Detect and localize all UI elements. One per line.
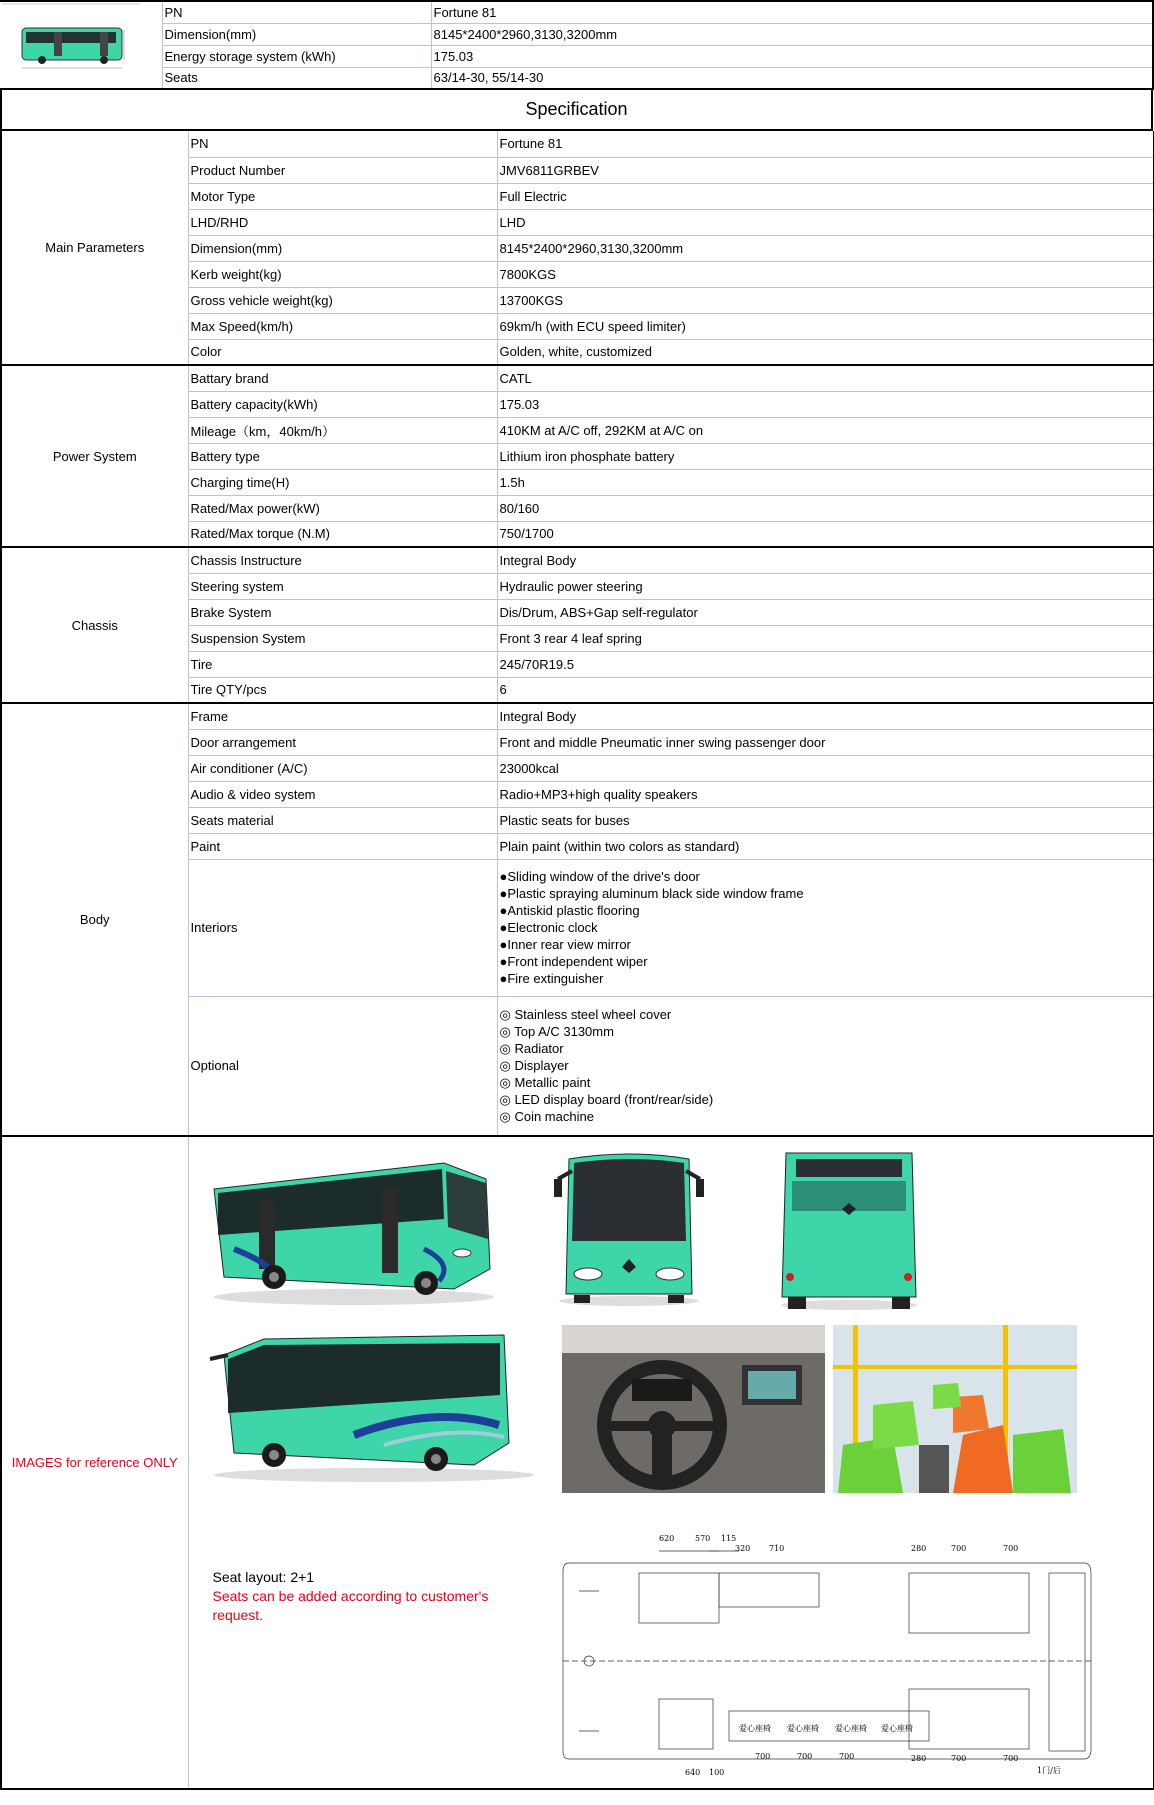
header-bus-thumbnail <box>0 1 162 89</box>
main-kerb-weight-value: 7800KGS <box>497 261 1154 287</box>
drawing-dim-700a: 700 <box>950 1544 966 1553</box>
images-table <box>0 1137 1154 1790</box>
group-main-parameters: Main Parameters <box>1 131 188 365</box>
group-chassis: Chassis <box>1 547 188 703</box>
drawing-priority-seat-label: 爱心座椅 <box>786 1724 819 1733</box>
header-seats-label: Seats <box>162 67 431 89</box>
bus-side-quarter-image <box>204 1325 544 1485</box>
main-color-label: Color <box>188 339 497 365</box>
main-pn-label: PN <box>188 131 497 157</box>
images-panel <box>188 1137 1154 1789</box>
power-battery-brand-label: Battary brand <box>188 365 497 391</box>
bus-rear-image <box>774 1147 924 1312</box>
drawing-dim-100: 100 <box>708 1768 724 1777</box>
drawing-dim-620: 620 <box>658 1534 674 1543</box>
power-battery-brand-value: CATL <box>497 365 1154 391</box>
drawing-priority-seat-label: 爱心座椅 <box>880 1724 913 1733</box>
seat-layout-title: Seat layout: 2+1 <box>212 1569 315 1585</box>
bus-side-thumbnail-icon <box>0 2 160 88</box>
power-charging-time-value: 1.5h <box>497 469 1154 495</box>
chassis-instructure-value: Integral Body <box>497 547 1154 573</box>
body-audio-label: Audio & video system <box>188 781 497 807</box>
images-reference-label: IMAGES for reference ONLY <box>1 1137 188 1789</box>
dashboard-image <box>562 1325 825 1493</box>
main-gross-weight-value: 13700KGS <box>497 287 1154 313</box>
body-optional-label: Optional <box>188 996 497 1136</box>
interiors-item: ●Front independent wiper <box>499 954 648 969</box>
main-gross-weight-label: Gross vehicle weight(kg) <box>188 287 497 313</box>
group-power-system: Power System <box>1 365 188 547</box>
body-paint-label: Paint <box>188 833 497 859</box>
power-rated-torque-value: 750/1700 <box>497 521 1154 547</box>
header-table <box>0 0 1154 90</box>
drawing-door-label: 1门/后 <box>1036 1766 1061 1775</box>
chassis-steering-value: Hydraulic power steering <box>497 573 1154 599</box>
power-battery-capacity-label: Battery capacity(kWh) <box>188 391 497 417</box>
power-battery-type-label: Battery type <box>188 443 497 469</box>
power-battery-type-value: Lithium iron phosphate battery <box>497 443 1154 469</box>
main-dimension-value: 8145*2400*2960,3130,3200mm <box>497 235 1154 261</box>
drawing-dim-115: 115 <box>720 1534 736 1543</box>
body-ac-value: 23000kcal <box>497 755 1154 781</box>
specification-title: Specification <box>1 90 1152 130</box>
power-battery-capacity-value: 175.03 <box>497 391 1154 417</box>
body-seats-material-label: Seats material <box>188 807 497 833</box>
main-lhd-rhd-value: LHD <box>497 209 1154 235</box>
interiors-item: ●Plastic spraying aluminum black side window frame <box>499 886 804 901</box>
body-interiors-list <box>497 859 1154 996</box>
body-door-label: Door arrangement <box>188 729 497 755</box>
drawing-dim-570: 570 <box>694 1534 710 1543</box>
seat-layout-note <box>213 1568 503 1625</box>
drawing-priority-seat-label: 爱心座椅 <box>738 1724 771 1733</box>
body-door-value: Front and middle Pneumatic inner swing passenger door <box>497 729 1154 755</box>
seat-layout-drawing <box>559 1521 1094 1781</box>
body-frame-label: Frame <box>188 703 497 729</box>
interiors-item: ●Fire extinguisher <box>499 971 604 986</box>
header-pn-label: PN <box>162 1 431 23</box>
optional-item: ◎ Radiator <box>499 1041 564 1057</box>
power-rated-torque-label: Rated/Max torque (N.M) <box>188 521 497 547</box>
optional-item: ◎ LED display board (front/rear/side) <box>499 1092 714 1108</box>
drawing-dim-700g: 700 <box>1002 1754 1018 1763</box>
body-interiors-label: Interiors <box>188 859 497 996</box>
interiors-item: ●Sliding window of the drive's door <box>499 869 700 884</box>
optional-item: ◎ Displayer <box>499 1058 569 1074</box>
main-motor-type-label: Motor Type <box>188 183 497 209</box>
header-energy-label: Energy storage system (kWh) <box>162 45 431 67</box>
seat-layout-remark: Seats can be added according to customer's request. <box>212 1588 489 1623</box>
power-mileage-value: 410KM at A/C off, 292KM at A/C on <box>497 417 1154 443</box>
spec-table <box>0 131 1154 1137</box>
header-pn-value: Fortune 81 <box>431 1 1153 23</box>
chassis-instructure-label: Chassis Instructure <box>188 547 497 573</box>
drawing-dim-700e: 700 <box>838 1752 854 1761</box>
chassis-tire-label: Tire <box>188 651 497 677</box>
body-frame-value: Integral Body <box>497 703 1154 729</box>
drawing-dim-710: 710 <box>768 1544 784 1553</box>
body-audio-value: Radio+MP3+high quality speakers <box>497 781 1154 807</box>
main-color-value: Golden, white, customized <box>497 339 1154 365</box>
chassis-tire-value: 245/70R19.5 <box>497 651 1154 677</box>
body-ac-label: Air conditioner (A/C) <box>188 755 497 781</box>
optional-item: ◎ Stainless steel wheel cover <box>499 1007 672 1023</box>
body-paint-value: Plain paint (within two colors as standard) <box>497 833 1154 859</box>
group-body: Body <box>1 703 188 1136</box>
main-product-number-label: Product Number <box>188 157 497 183</box>
chassis-tire-qty-value: 6 <box>497 677 1154 703</box>
power-mileage-label: Mileage（km，40km/h） <box>188 417 497 443</box>
chassis-tire-qty-label: Tire QTY/pcs <box>188 677 497 703</box>
optional-item: ◎ Coin machine <box>499 1109 594 1125</box>
drawing-priority-seat-label: 爱心座椅 <box>834 1724 867 1733</box>
interiors-item: ●Electronic clock <box>499 920 598 935</box>
main-max-speed-label: Max Speed(km/h) <box>188 313 497 339</box>
header-energy-value: 175.03 <box>431 45 1153 67</box>
drawing-dim-280b: 280 <box>910 1754 926 1763</box>
drawing-dim-280: 280 <box>910 1544 926 1553</box>
header-dimension-value: 8145*2400*2960,3130,3200mm <box>431 23 1153 45</box>
bus-front-quarter-image <box>204 1149 504 1309</box>
drawing-dim-700b: 700 <box>1002 1544 1018 1553</box>
bus-front-image <box>544 1149 714 1309</box>
main-kerb-weight-label: Kerb weight(kg) <box>188 261 497 287</box>
body-optional-list <box>497 996 1154 1136</box>
main-product-number-value: JMV6811GRBEV <box>497 157 1154 183</box>
header-seats-value: 63/14-30, 55/14-30 <box>431 67 1153 89</box>
chassis-suspension-label: Suspension System <box>188 625 497 651</box>
main-dimension-label: Dimension(mm) <box>188 235 497 261</box>
drawing-dim-700c: 700 <box>754 1752 770 1761</box>
interiors-item: ●Antiskid plastic flooring <box>499 903 640 918</box>
drawing-dim-320: 320 <box>734 1544 750 1553</box>
drawing-dim-700d: 700 <box>796 1752 812 1761</box>
optional-item: ◎ Metallic paint <box>499 1075 591 1091</box>
chassis-brake-value: Dis/Drum, ABS+Gap self-regulator <box>497 599 1154 625</box>
power-rated-power-label: Rated/Max power(kW) <box>188 495 497 521</box>
power-rated-power-value: 80/160 <box>497 495 1154 521</box>
optional-item: ◎ Top A/C 3130mm <box>499 1024 614 1040</box>
drawing-dim-700f: 700 <box>950 1754 966 1763</box>
interior-seats-image <box>833 1325 1077 1493</box>
interiors-item: ●Inner rear view mirror <box>499 937 631 952</box>
chassis-suspension-value: Front 3 rear 4 leaf spring <box>497 625 1154 651</box>
header-dimension-label: Dimension(mm) <box>162 23 431 45</box>
body-seats-material-value: Plastic seats for buses <box>497 807 1154 833</box>
main-motor-type-value: Full Electric <box>497 183 1154 209</box>
main-pn-value: Fortune 81 <box>497 131 1154 157</box>
main-max-speed-value: 69km/h (with ECU speed limiter) <box>497 313 1154 339</box>
chassis-steering-label: Steering system <box>188 573 497 599</box>
chassis-brake-label: Brake System <box>188 599 497 625</box>
drawing-dim-640: 640 <box>684 1768 700 1777</box>
power-charging-time-label: Charging time(H) <box>188 469 497 495</box>
main-lhd-rhd-label: LHD/RHD <box>188 209 497 235</box>
